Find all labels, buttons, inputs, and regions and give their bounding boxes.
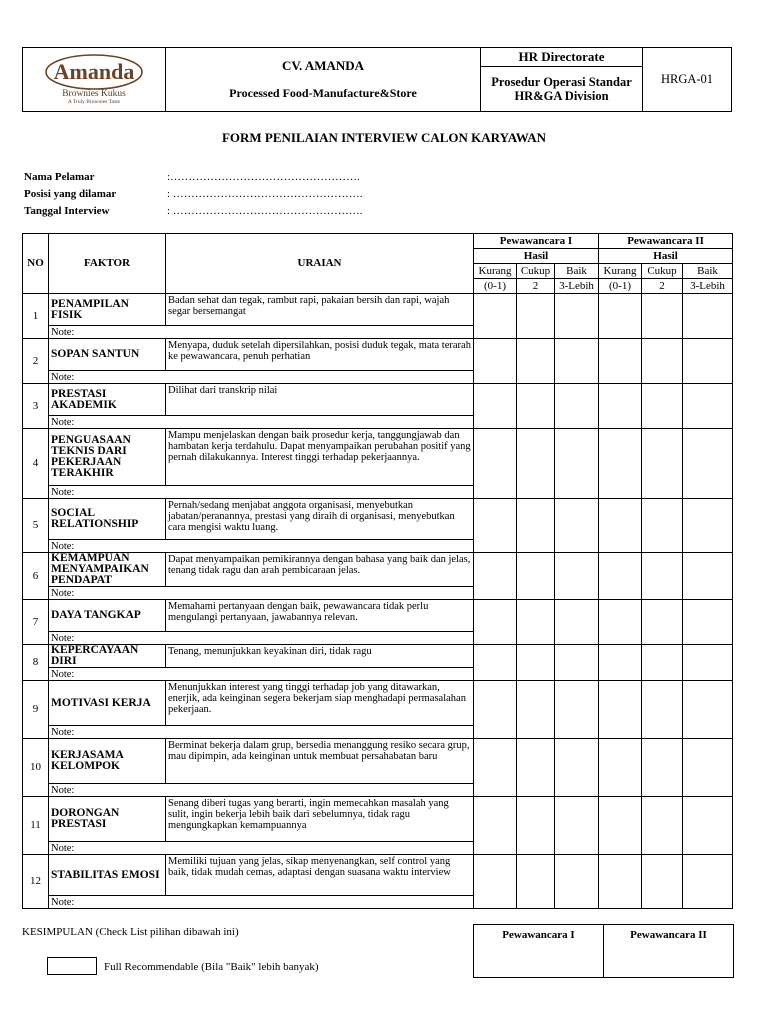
scale-value: 2 (517, 279, 555, 294)
factor-number: 2 (23, 339, 49, 384)
score-cell[interactable] (517, 855, 555, 909)
factor-description: Senang diberi tugas yang berarti, ingin memecahkan masalah yang sulit, ingin bekerja lebih baik dari sebelumnya, tidak ragu mengungkapkan kemampuannya (166, 797, 474, 842)
col-hasil: Hasil (599, 249, 733, 264)
note-field[interactable]: Note: (49, 784, 474, 797)
factor-number: 10 (23, 739, 49, 797)
factor-row (23, 855, 733, 896)
score-cell[interactable] (474, 294, 517, 339)
score-cell[interactable] (517, 294, 555, 339)
score-cell[interactable] (599, 681, 642, 739)
scale-label: Kurang (599, 264, 642, 279)
sop-division: HR&GA Division (514, 89, 609, 103)
factor-description: Dilihat dari transkrip nilai (166, 384, 474, 416)
score-cell[interactable] (474, 645, 517, 681)
score-cell[interactable] (599, 429, 642, 499)
score-cell[interactable] (474, 384, 517, 429)
factor-number: 6 (23, 553, 49, 600)
factor-row (23, 499, 733, 540)
factor-row (23, 645, 733, 668)
score-cell[interactable] (555, 855, 599, 909)
note-field[interactable]: Note: (49, 540, 474, 553)
note-field[interactable]: Note: (49, 326, 474, 339)
factor-description: Tenang, menunjukkan keyakinan diri, tidak ragu (166, 645, 474, 668)
scale-label: Kurang (474, 264, 517, 279)
score-cell[interactable] (517, 600, 555, 645)
score-cell[interactable] (683, 681, 733, 739)
factor-name: KEPERCAYAAN DIRI (49, 645, 166, 668)
score-cell[interactable] (642, 553, 683, 600)
score-cell[interactable] (683, 553, 733, 600)
logo-tagline: A Truly Brownies Taste (67, 99, 121, 105)
score-cell[interactable] (474, 681, 517, 739)
factor-name: DAYA TANGKAP (49, 600, 166, 632)
score-cell[interactable] (599, 294, 642, 339)
score-cell[interactable] (474, 339, 517, 384)
score-cell[interactable] (474, 499, 517, 553)
factor-row (23, 384, 733, 416)
score-cell[interactable] (517, 429, 555, 499)
factor-row (23, 600, 733, 632)
factor-row (23, 797, 733, 842)
scale-label: Baik (683, 264, 733, 279)
score-cell[interactable] (642, 645, 683, 681)
info-row (24, 168, 363, 185)
factor-description: Pernah/sedang menjabat anggota organisasi, menyebutkan jabatan/peranannya, prestasi yang diraih di organisasi, menyebutkan cara mengisi waktu luang. (166, 499, 474, 540)
note-field[interactable]: Note: (49, 486, 474, 499)
factor-description: Badan sehat dan tegak, rambut rapi, pakaian bersih dan rapi, wajah segar bersemangat (166, 294, 474, 326)
score-cell[interactable] (517, 499, 555, 553)
factor-description: Menyapa, duduk setelah dipersilahkan, posisi duduk tegak, mata terarah ke pewawancara, penuh perhatian (166, 339, 474, 371)
score-cell[interactable] (517, 384, 555, 429)
score-cell[interactable] (474, 600, 517, 645)
sop-title: Prosedur Operasi Standar (491, 75, 632, 89)
full-recommendable-checkbox[interactable] (47, 957, 97, 975)
score-cell[interactable] (683, 339, 733, 384)
form-title: FORM PENILAIAN INTERVIEW CALON KARYAWAN (221, 130, 547, 145)
company-subtitle: Processed Food-Manufacture&Store (229, 86, 417, 100)
factor-name: PENAMPILAN FISIK (49, 294, 166, 326)
score-cell[interactable] (517, 339, 555, 384)
factor-number: 4 (23, 429, 49, 499)
factor-number: 7 (23, 600, 49, 645)
score-cell[interactable] (599, 739, 642, 797)
conclusion-box (473, 924, 734, 978)
score-cell[interactable] (517, 739, 555, 797)
factor-name: MOTIVASI KERJA (49, 681, 166, 726)
scale-label: Baik (555, 264, 599, 279)
score-cell[interactable] (555, 499, 599, 553)
col-no: NO (23, 234, 49, 294)
factor-description: Memiliki tujuan yang jelas, sikap menyenangkan, self control yang baik, tidak mudah cemas, adaptasi dengan suasana waktu interview (166, 855, 474, 896)
score-cell[interactable] (555, 739, 599, 797)
note-field[interactable]: Note: (49, 842, 474, 855)
score-cell[interactable] (642, 429, 683, 499)
score-cell[interactable] (642, 681, 683, 739)
factor-row (23, 294, 733, 326)
factor-row (23, 553, 733, 587)
score-cell[interactable] (642, 797, 683, 855)
factor-name: PRESTASI AKADEMIK (49, 384, 166, 416)
factor-name: SOPAN SANTUN (49, 339, 166, 371)
score-cell[interactable] (599, 553, 642, 600)
score-cell[interactable] (642, 499, 683, 553)
directorate: HR Directorate (481, 48, 643, 67)
conclusion-label: KESIMPULAN (Check List pilihan dibawah ini) (22, 926, 239, 938)
score-cell[interactable] (683, 294, 733, 339)
factor-name: SOCIAL RELATIONSHIP (49, 499, 166, 540)
logo-subtitle: Brownies Kukus (62, 89, 126, 99)
score-cell[interactable] (555, 339, 599, 384)
score-cell[interactable] (517, 645, 555, 681)
note-field[interactable]: Note: (49, 587, 474, 600)
score-cell[interactable] (517, 553, 555, 600)
note-field[interactable]: Note: (49, 726, 474, 739)
score-cell[interactable] (474, 553, 517, 600)
score-cell[interactable] (683, 797, 733, 855)
date-field[interactable]: : ……………………………………………. (167, 204, 363, 217)
factor-description: Dapat menyampaikan pemikirannya dengan bahasa yang baik dan jelas, tenang tidak ragu dan arah pembicaraan jelas. (166, 553, 474, 587)
factor-row (23, 339, 733, 371)
applicant-info (24, 168, 363, 219)
score-cell[interactable] (599, 645, 642, 681)
factor-rows (23, 294, 733, 909)
conclusion-interviewer-1: Pewawancara I (502, 929, 575, 941)
factor-number: 9 (23, 681, 49, 739)
scale-value: (0-1) (474, 279, 517, 294)
note-field[interactable]: Note: (49, 416, 474, 429)
col-faktor: FAKTOR (49, 234, 166, 294)
score-cell[interactable] (555, 600, 599, 645)
factor-row (23, 739, 733, 784)
info-label: Tanggal Interview (24, 204, 110, 217)
score-cell[interactable] (555, 384, 599, 429)
score-cell[interactable] (474, 429, 517, 499)
score-cell[interactable] (642, 384, 683, 429)
note-field[interactable]: Note: (49, 632, 474, 645)
score-cell[interactable] (599, 499, 642, 553)
factor-name: DORONGAN PRESTASI (49, 797, 166, 842)
logo-brand: Amanda (53, 59, 135, 84)
info-label: Nama Pelamar (24, 170, 95, 183)
info-row (24, 202, 363, 219)
document-code: HRGA-01 (643, 48, 732, 112)
col-hasil: Hasil (474, 249, 599, 264)
info-label: Posisi yang dilamar (24, 187, 117, 200)
note-field[interactable]: Note: (49, 896, 474, 909)
company-logo (44, 53, 144, 106)
score-cell[interactable] (642, 600, 683, 645)
note-field[interactable]: Note: (49, 668, 474, 681)
scale-value: 3-Lebih (683, 279, 733, 294)
score-cell[interactable] (555, 429, 599, 499)
score-cell[interactable] (555, 797, 599, 855)
col-uraian: URAIAN (166, 234, 474, 294)
factor-name: KERJASAMA KELOMPOK (49, 739, 166, 784)
factor-row (23, 429, 733, 486)
factor-number: 11 (23, 797, 49, 855)
scale-label: Cukup (642, 264, 683, 279)
position-field[interactable]: : ……………………………………………. (167, 187, 363, 200)
factor-number: 5 (23, 499, 49, 553)
scale-label: Cukup (517, 264, 555, 279)
score-cell[interactable] (517, 797, 555, 855)
logo-cell (23, 48, 166, 112)
score-cell[interactable] (683, 600, 733, 645)
factor-description: Memahami pertanyaan dengan baik, pewawancara tidak perlu mengulangi pertanyaan, jawabannya relevan. (166, 600, 474, 632)
score-cell[interactable] (474, 739, 517, 797)
score-cell[interactable] (683, 645, 733, 681)
note-field[interactable]: Note: (49, 371, 474, 384)
factor-description: Berminat bekerja dalam grup, bersedia menanggung resiko secara grup, mau dipimpin, ada keinginan untuk membuat persahabatan baru (166, 739, 474, 784)
info-row (24, 185, 363, 202)
score-cell[interactable] (642, 855, 683, 909)
factor-description: Menunjukkan interest yang tinggi terhadap job yang ditawarkan, enerjik, ada keinginan segera bekerjam siap menghadapi permasalahan pekerjaan. (166, 681, 474, 726)
score-cell[interactable] (555, 681, 599, 739)
factor-name: STABILITAS EMOSI (49, 855, 166, 896)
factor-number: 8 (23, 645, 49, 681)
score-cell[interactable] (683, 739, 733, 797)
score-cell[interactable] (599, 384, 642, 429)
document-header (22, 47, 732, 112)
company-name: CV. AMANDA (281, 58, 365, 73)
scale-value: 3-Lebih (555, 279, 599, 294)
score-cell[interactable] (683, 499, 733, 553)
score-cell[interactable] (555, 645, 599, 681)
score-cell[interactable] (642, 294, 683, 339)
score-cell[interactable] (683, 855, 733, 909)
factor-number: 3 (23, 384, 49, 429)
sop-cell (481, 67, 643, 112)
factor-number: 12 (23, 855, 49, 909)
factor-name: PENGUASAAN TEKNIS DARI PEKERJAAN TERAKHIR (49, 429, 166, 486)
factor-name: KEMAMPUAN MENYAMPAIKAN PENDAPAT (49, 553, 166, 587)
score-cell[interactable] (599, 797, 642, 855)
score-cell[interactable] (683, 429, 733, 499)
factor-number: 1 (23, 294, 49, 339)
col-interviewer-1: Pewawancara I (474, 234, 599, 249)
scale-value: 2 (642, 279, 683, 294)
factor-row (23, 681, 733, 726)
score-cell[interactable] (599, 855, 642, 909)
score-cell[interactable] (642, 339, 683, 384)
full-recommendable-label: Full Recommendable (Bila "Baik" lebih banyak) (104, 961, 319, 973)
factor-description: Mampu menjelaskan dengan baik prosedur kerja, tanggungjawab dan hambatan kerja terdahulu. Dapat menyampaikan perubahan positif yang pernah dilakukannya. Interest tinggi terhadap pekerjaannya. (166, 429, 474, 486)
score-cell[interactable] (517, 681, 555, 739)
col-interviewer-2: Pewawancara II (599, 234, 733, 249)
name-field[interactable]: :……………………………………………. (167, 170, 360, 183)
score-cell[interactable] (555, 294, 599, 339)
score-cell[interactable] (683, 384, 733, 429)
conclusion-interviewer-2: Pewawancara II (603, 925, 733, 977)
assessment-table (22, 233, 733, 909)
score-cell[interactable] (474, 855, 517, 909)
score-cell[interactable] (555, 553, 599, 600)
scale-value: (0-1) (599, 279, 642, 294)
score-cell[interactable] (599, 339, 642, 384)
score-cell[interactable] (474, 797, 517, 855)
score-cell[interactable] (642, 739, 683, 797)
score-cell[interactable] (599, 600, 642, 645)
logo-emblem (44, 53, 144, 91)
company-cell (166, 48, 481, 112)
